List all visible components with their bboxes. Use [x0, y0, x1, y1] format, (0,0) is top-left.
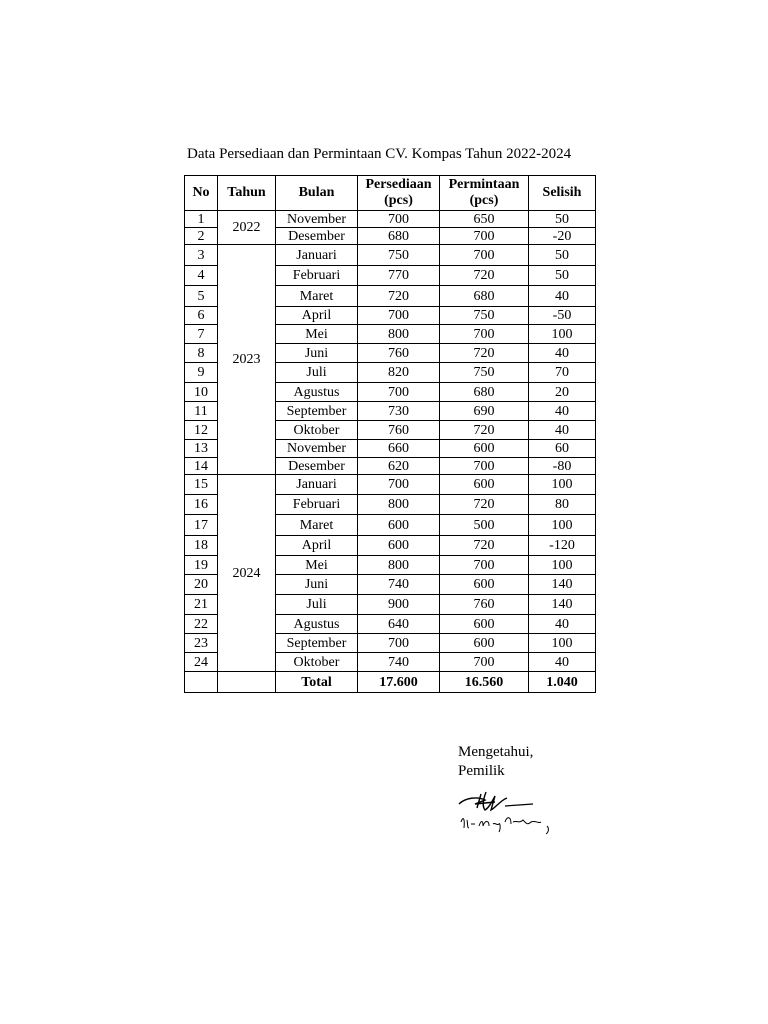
cell-bulan: Maret	[276, 286, 358, 307]
cell-selisih: 40	[529, 344, 596, 363]
cell-no: 22	[185, 615, 218, 634]
cell-bulan: Oktober	[276, 653, 358, 672]
cell-selisih: 60	[529, 440, 596, 458]
cell-selisih: 40	[529, 286, 596, 307]
cell-selisih: 100	[529, 475, 596, 495]
cell-selisih: -80	[529, 458, 596, 475]
total-row	[185, 672, 596, 693]
cell-selisih: -120	[529, 536, 596, 556]
cell-selisih: 40	[529, 615, 596, 634]
cell-permintaan: 500	[440, 515, 529, 536]
cell-bulan: Desember	[276, 458, 358, 475]
total-selisih: 1.040	[529, 672, 596, 693]
cell-no: 13	[185, 440, 218, 458]
cell-no: 11	[185, 402, 218, 421]
cell-bulan: Maret	[276, 515, 358, 536]
cell-bulan: September	[276, 634, 358, 653]
cell-no: 4	[185, 266, 218, 286]
document-title: Data Persediaan dan Permintaan CV. Kompas Tahun 2022-2024	[187, 146, 572, 162]
cell-permintaan: 600	[440, 440, 529, 458]
cell-no: 12	[185, 421, 218, 440]
cell-selisih: 80	[529, 495, 596, 515]
cell-selisih: 140	[529, 595, 596, 615]
cell-permintaan: 680	[440, 286, 529, 307]
cell-permintaan: 700	[440, 245, 529, 266]
cell-permintaan: 720	[440, 536, 529, 556]
cell-permintaan: 600	[440, 475, 529, 495]
cell-bulan: April	[276, 307, 358, 325]
cell-persediaan: 640	[358, 615, 440, 634]
cell-permintaan: 750	[440, 363, 529, 383]
table-row	[185, 211, 596, 228]
cell-tahun: 2022	[218, 211, 276, 245]
cell-bulan: November	[276, 211, 358, 228]
cell-persediaan: 740	[358, 653, 440, 672]
cell-persediaan: 760	[358, 344, 440, 363]
header-bulan: Bulan	[276, 176, 358, 211]
cell-bulan: Desember	[276, 228, 358, 245]
cell-persediaan: 730	[358, 402, 440, 421]
header-persediaan-line2: (pcs)	[384, 193, 413, 208]
cell-selisih: 50	[529, 211, 596, 228]
cell-selisih: 100	[529, 515, 596, 536]
cell-bulan: November	[276, 440, 358, 458]
cell-permintaan: 720	[440, 266, 529, 286]
cell-persediaan: 820	[358, 363, 440, 383]
cell-bulan: Januari	[276, 475, 358, 495]
cell-selisih: 100	[529, 634, 596, 653]
cell-tahun: 2024	[218, 475, 276, 672]
cell-persediaan: 770	[358, 266, 440, 286]
cell-no: 6	[185, 307, 218, 325]
cell-no: 23	[185, 634, 218, 653]
cell-permintaan: 700	[440, 458, 529, 475]
cell-bulan: Juli	[276, 595, 358, 615]
cell-persediaan: 700	[358, 383, 440, 402]
header-permintaan-line1: Permintaan	[448, 177, 520, 192]
cell-permintaan: 680	[440, 383, 529, 402]
cell-no: 3	[185, 245, 218, 266]
cell-no: 16	[185, 495, 218, 515]
cell-selisih: 50	[529, 245, 596, 266]
cell-persediaan: 660	[358, 440, 440, 458]
cell-permintaan: 600	[440, 634, 529, 653]
cell-permintaan: 600	[440, 575, 529, 595]
cell-permintaan: 690	[440, 402, 529, 421]
cell-permintaan: 720	[440, 495, 529, 515]
cell-persediaan: 900	[358, 595, 440, 615]
cell-no: 18	[185, 536, 218, 556]
cell-persediaan: 800	[358, 495, 440, 515]
cell-persediaan: 600	[358, 515, 440, 536]
cell-permintaan: 700	[440, 653, 529, 672]
total-label: Total	[276, 672, 358, 693]
cell-no: 10	[185, 383, 218, 402]
acknowledgement-label: Mengetahui,	[458, 744, 534, 760]
cell-permintaan: 720	[440, 344, 529, 363]
table-row	[185, 245, 596, 266]
cell-no: 15	[185, 475, 218, 495]
cell-persediaan: 760	[358, 421, 440, 440]
cell-bulan: Agustus	[276, 615, 358, 634]
cell-permintaan: 700	[440, 228, 529, 245]
cell-permintaan: 600	[440, 615, 529, 634]
cell-no: 14	[185, 458, 218, 475]
cell-no: 1	[185, 211, 218, 228]
cell-selisih: 40	[529, 421, 596, 440]
cell-permintaan: 750	[440, 307, 529, 325]
cell-no: 8	[185, 344, 218, 363]
header-selisih: Selisih	[529, 176, 596, 211]
cell-no: 2	[185, 228, 218, 245]
cell-permintaan: 760	[440, 595, 529, 615]
cell-bulan: Mei	[276, 325, 358, 344]
signature-block	[458, 743, 608, 781]
table-header-row	[185, 176, 596, 211]
handwritten-signature	[455, 786, 555, 846]
cell-persediaan: 740	[358, 575, 440, 595]
cell-persediaan: 620	[358, 458, 440, 475]
cell-persediaan: 700	[358, 211, 440, 228]
cell-persediaan: 680	[358, 228, 440, 245]
cell-bulan: Juni	[276, 344, 358, 363]
table-row	[185, 475, 596, 495]
cell-selisih: 20	[529, 383, 596, 402]
cell-selisih: -50	[529, 307, 596, 325]
cell-no: 5	[185, 286, 218, 307]
cell-selisih: 40	[529, 653, 596, 672]
inventory-table	[184, 175, 596, 693]
cell-no: 20	[185, 575, 218, 595]
header-no: No	[185, 176, 218, 211]
cell-persediaan: 700	[358, 307, 440, 325]
cell-no: 24	[185, 653, 218, 672]
cell-selisih: 40	[529, 402, 596, 421]
cell-selisih: 100	[529, 556, 596, 575]
cell-bulan: Februari	[276, 495, 358, 515]
cell-permintaan: 650	[440, 211, 529, 228]
cell-bulan: Juli	[276, 363, 358, 383]
cell-bulan: Agustus	[276, 383, 358, 402]
cell-no: 21	[185, 595, 218, 615]
header-persediaan	[358, 176, 440, 211]
cell-selisih: -20	[529, 228, 596, 245]
header-permintaan-line2: (pcs)	[469, 193, 499, 208]
total-persediaan: 17.600	[358, 672, 440, 693]
cell-bulan: September	[276, 402, 358, 421]
cell-bulan: Februari	[276, 266, 358, 286]
cell-no: 9	[185, 363, 218, 383]
cell-permintaan: 700	[440, 556, 529, 575]
cell-persediaan: 600	[358, 536, 440, 556]
owner-label: Pemilik	[458, 763, 505, 779]
cell-no: 7	[185, 325, 218, 344]
cell-no: 17	[185, 515, 218, 536]
cell-persediaan: 700	[358, 634, 440, 653]
cell-selisih: 140	[529, 575, 596, 595]
header-tahun: Tahun	[218, 176, 276, 211]
cell-bulan: Mei	[276, 556, 358, 575]
cell-bulan: Januari	[276, 245, 358, 266]
header-permintaan	[440, 176, 529, 211]
cell-persediaan: 800	[358, 325, 440, 344]
cell-persediaan: 700	[358, 475, 440, 495]
total-permintaan: 16.560	[440, 672, 529, 693]
cell-selisih: 100	[529, 325, 596, 344]
cell-persediaan: 750	[358, 245, 440, 266]
cell-selisih: 70	[529, 363, 596, 383]
header-persediaan-line1: Persediaan	[365, 177, 432, 192]
cell-bulan: April	[276, 536, 358, 556]
empty-cell	[218, 672, 276, 693]
cell-no: 19	[185, 556, 218, 575]
cell-permintaan: 720	[440, 421, 529, 440]
cell-permintaan: 700	[440, 325, 529, 344]
table-body	[185, 211, 596, 693]
cell-selisih: 50	[529, 266, 596, 286]
cell-persediaan: 800	[358, 556, 440, 575]
empty-cell	[185, 672, 218, 693]
cell-bulan: Oktober	[276, 421, 358, 440]
cell-bulan: Juni	[276, 575, 358, 595]
cell-tahun: 2023	[218, 245, 276, 475]
cell-persediaan: 720	[358, 286, 440, 307]
